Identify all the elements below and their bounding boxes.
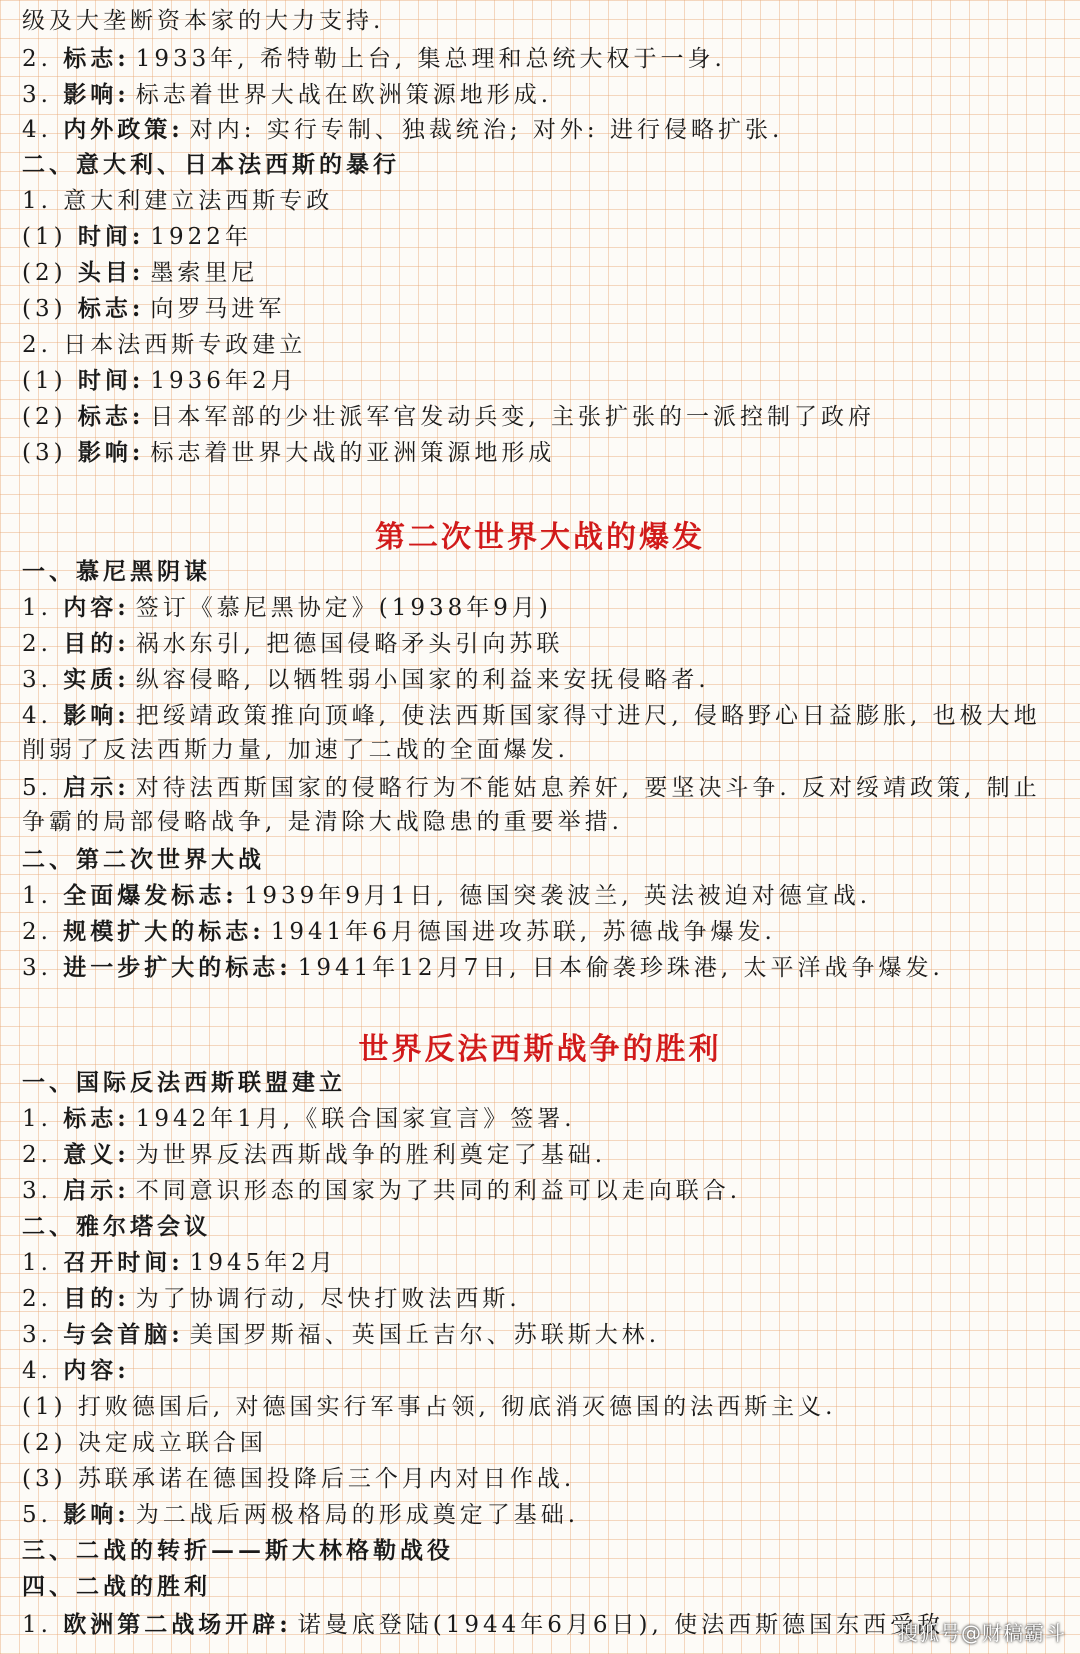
- list-item: (2) 标志: 日本军部的少壮派军官发动兵变, 主张扩张的一派控制了政府: [22, 403, 876, 430]
- list-item: 2. 意义: 为世界反法西斯战争的胜利奠定了基础.: [22, 1141, 607, 1168]
- list-item: 2. 标志: 1933年, 希特勒上台, 集总理和总统大权于一身.: [22, 45, 726, 72]
- watermark: 搜狐号@财稿霸斗: [898, 1621, 1066, 1645]
- list-item: 3. 实质: 纵容侵略, 以牺牲弱小国家的利益来安抚侵略者.: [22, 666, 710, 693]
- list-item: 1. 全面爆发标志: 1939年9月1日, 德国突袭波兰, 英法被迫对德宣战.: [22, 882, 872, 909]
- list-item: 4. 内容:: [22, 1357, 130, 1384]
- list-item: 2. 目的: 为了协调行动, 尽快打败法西斯.: [22, 1285, 521, 1312]
- section-heading: 二、第二次世界大战: [22, 846, 265, 873]
- list-item: (3) 影响: 标志着世界大战的亚洲策源地形成: [22, 439, 556, 466]
- list-item: (1) 时间: 1922年: [22, 223, 252, 250]
- list-item: 5. 影响: 为二战后两极格局的形成奠定了基础.: [22, 1501, 580, 1528]
- list-item: 1. 标志: 1942年1月,《联合国家宣言》签署.: [22, 1105, 576, 1132]
- list-item: (3) 苏联承诺在德国投降后三个月内对日作战.: [22, 1466, 576, 1492]
- list-item: 2. 规模扩大的标志: 1941年6月德国进攻苏联, 苏德战争爆发.: [22, 918, 776, 945]
- text-line: 级及大垄断资本家的大力支持.: [22, 8, 385, 34]
- list-item: 3. 进一步扩大的标志: 1941年12月7日, 日本偷袭珍珠港, 太平洋战争爆发.: [22, 954, 944, 981]
- section-title: 世界反法西斯战争的胜利: [358, 1032, 722, 1067]
- list-item: (1) 时间: 1936年2月: [22, 367, 298, 394]
- section-title: 第二次世界大战的爆发: [375, 520, 705, 555]
- list-item: 2. 目的: 祸水东引, 把德国侵略矛头引向苏联: [22, 630, 564, 657]
- section-heading: 二、意大利、日本法西斯的暴行: [22, 151, 400, 178]
- list-item: 3. 影响: 标志着世界大战在欧洲策源地形成.: [22, 81, 553, 108]
- section-heading: 二、雅尔塔会议: [22, 1213, 211, 1240]
- section-heading: 一、慕尼黑阴谋: [22, 558, 211, 585]
- section-heading: 三、二战的转折——斯大林格勒战役: [22, 1537, 454, 1564]
- list-item: 1. 召开时间: 1945年2月: [22, 1249, 337, 1276]
- list-item: (2) 决定成立联合国: [22, 1430, 267, 1456]
- list-item: (1) 打败德国后, 对德国实行军事占领, 彻底消灭德国的法西斯主义.: [22, 1394, 837, 1420]
- list-item: 1. 欧洲第二战场开辟: 诺曼底登陆(1944年6月6日), 使法西斯德国东西受敌: [22, 1611, 945, 1638]
- list-item: (3) 标志: 向罗马进军: [22, 295, 286, 322]
- list-item: 1. 内容: 签订《慕尼黑协定》(1938年9月): [22, 594, 552, 621]
- list-item: 3. 启示: 不同意识形态的国家为了共同的利益可以走向联合.: [22, 1177, 742, 1204]
- list-item: 4. 内外政策: 对内: 实行专制、独裁统治; 对外: 进行侵略扩张.: [22, 116, 784, 143]
- list-item: 1. 意大利建立法西斯专政: [22, 188, 334, 214]
- list-item: (2) 头目: 墨索里尼: [22, 259, 259, 286]
- section-heading: 一、国际反法西斯联盟建立: [22, 1069, 346, 1096]
- list-item: 2. 日本法西斯专政建立: [22, 332, 307, 358]
- list-item: 3. 与会首脑: 美国罗斯福、英国丘吉尔、苏联斯大林.: [22, 1321, 661, 1348]
- list-item: 5. 启示: 对待法西斯国家的侵略行为不能姑息养奸, 要坚决斗争. 反对绥靖政策, 制止争霸的局部侵略战争, 是清除大战隐患的重要举措.: [22, 774, 1041, 835]
- section-heading: 四、二战的胜利: [22, 1573, 211, 1600]
- list-item: 4. 影响: 把绥靖政策推向顶峰, 使法西斯国家得寸进尺, 侵略野心日益膨胀, 也极大地削弱了反法西斯力量, 加速了二战的全面爆发.: [22, 702, 1041, 763]
